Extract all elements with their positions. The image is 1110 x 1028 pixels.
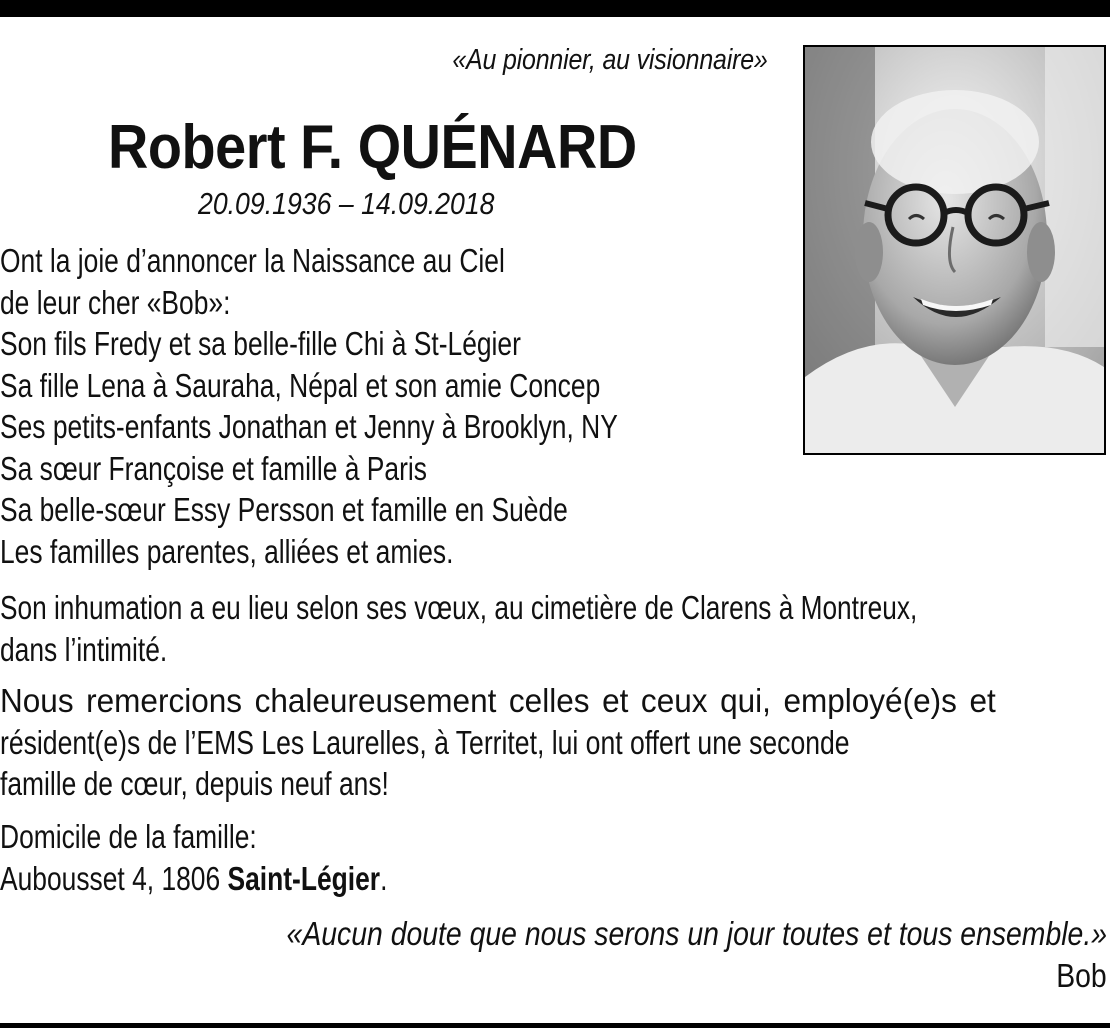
announcement-list [0, 240, 772, 572]
announcement-line: Ont la joie d’annoncer la Naissance au Ciel [0, 242, 505, 279]
announcement-line: Sa fille Lena à Sauraha, Népal et son amie Concep [0, 366, 601, 404]
announcement-line: Les familles parentes, alliées et amies. [0, 532, 454, 570]
announcement-line: de leur cher «Bob»: [0, 283, 231, 321]
thanks-line: résident(e)s de l’EMS Les Laurelles, à Territet, lui ont offert une seconde [0, 723, 850, 761]
signature: Bob [1056, 957, 1107, 994]
burial-line: dans l’intimité. [0, 630, 168, 668]
life-dates: 20.09.1936 – 14.09.2018 [198, 186, 495, 221]
announcement-line: Sa belle-sœur Essy Persson et famille en Suède [0, 491, 568, 528]
announcement-line: Ses petits-enfants Jonathan et Jenny à Brooklyn, NY [0, 408, 618, 445]
epigraph: «Au pionnier, au visionnaire» [452, 44, 768, 76]
address-paragraph [0, 816, 1108, 899]
bottom-border [0, 1023, 1110, 1028]
address-end: . [380, 859, 388, 897]
thanks-line: famille de cœur, depuis neuf ans! [0, 765, 389, 802]
portrait-photo-icon [805, 47, 1104, 453]
burial-paragraph [0, 587, 1108, 670]
portrait-photo [803, 45, 1106, 455]
announcement-line: Son fils Fredy et sa belle-fille Chi à St-Légier [0, 325, 521, 362]
thanks-line: Nous remercions chaleureusement celles et ceux qui, employé(e)s et [0, 682, 996, 719]
announcement-line: Sa sœur Françoise et famille à Paris [0, 449, 427, 487]
address-city: Saint-Légier [227, 859, 381, 897]
thanks-paragraph [0, 680, 1108, 805]
address-line [0, 858, 886, 900]
deceased-name: Robert F. QUÉNARD [108, 113, 637, 182]
address-label: Domicile de la famille: [0, 818, 257, 855]
burial-line: Son inhumation a eu lieu selon ses vœux, au cimetière de Clarens à Montreux, [0, 589, 918, 626]
address-street: Aubousset 4, 1806 [0, 859, 228, 897]
top-border [0, 0, 1110, 17]
closing-quote: «Aucun doute que nous serons un jour toutes et tous ensemble.» [286, 915, 1107, 952]
